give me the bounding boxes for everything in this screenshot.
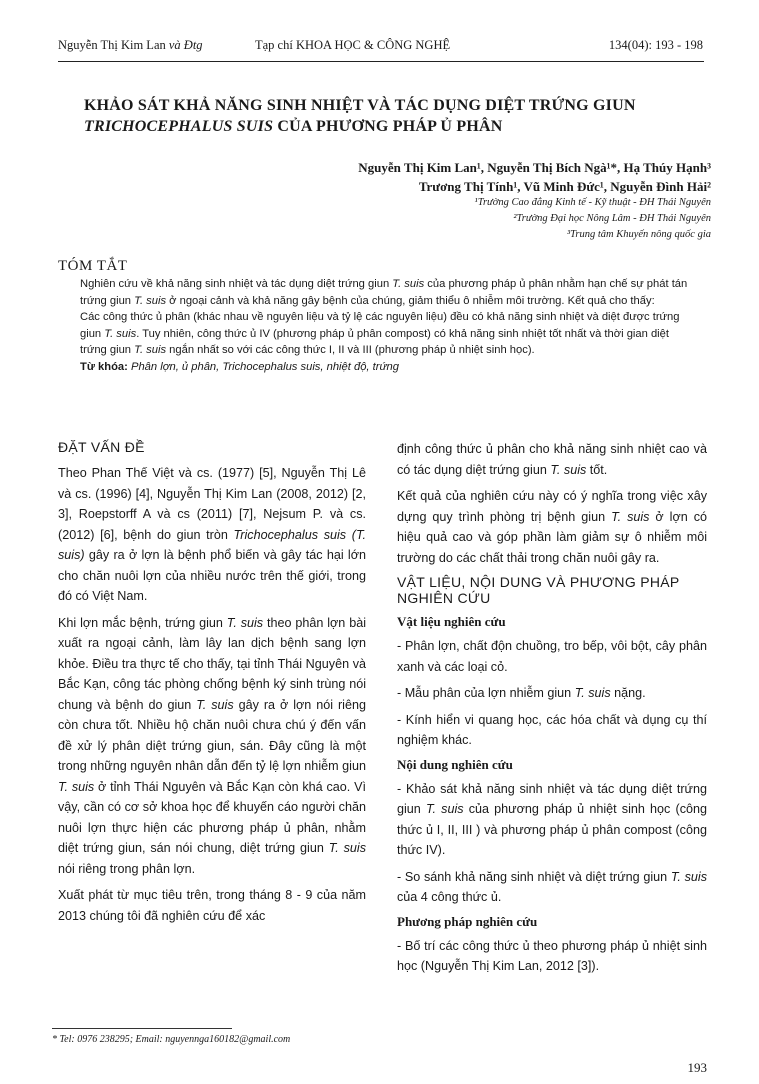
list-item: - Mẫu phân của lợn nhiễm giun T. suis nặng. xyxy=(397,686,646,700)
affiliations xyxy=(151,195,711,243)
title-line-1: KHẢO SÁT KHẢ NĂNG SINH NHIỆT VÀ TÁC DỤNG DIỆT TRỨNG GIUN xyxy=(84,97,636,114)
abstract-heading: TÓM TẮT xyxy=(58,258,128,274)
abstract xyxy=(80,276,690,375)
affiliation: ³Trung tâm Khuyến nông quốc gia xyxy=(566,229,711,240)
header-issue-pages: 134(04): 193 - 198 xyxy=(608,38,703,52)
left-column xyxy=(58,439,366,932)
section-heading-introduction: ĐẶT VẤN ĐỀ xyxy=(58,439,145,455)
abstract-paragraph: Các công thức ủ phân (khác nhau về nguyên liệu và tỷ lệ các nguyên liệu) đều có khả năng sinh nhiệt và diệt được trứng giun T. suis. Tuy nhiên, công thức ủ IV (phương pháp ủ phân compost) có khả năng sinh nhiệt tốt nhất và thời gian diệt trứng giun T. suis ngắn nhất so với các công thức I, II và III (phương pháp ủ nhiệt sinh học). xyxy=(80,311,680,356)
abstract-paragraph: Nghiên cứu về khả năng sinh nhiệt và tác dụng diệt trứng giun T. suis của phương pháp ủ phân nhằm hạn chế sự phát tán trứng giun T. suis ở ngoại cảnh và khả năng gây bệnh của chúng, giảm thiểu ô nhiễm môi trường. Kết quả cho thấy: xyxy=(80,278,688,307)
list-item: - Phân lợn, chất độn chuồng, tro bếp, vôi bột, cây phân xanh và các loại cỏ. xyxy=(397,639,707,674)
footnote: * Tel: 0976 238295; Email: nguyennga160182@gmail.com xyxy=(52,1034,291,1045)
header-rule xyxy=(58,61,704,62)
section-heading-methods: VẬT LIỆU, NỘI DUNG VÀ PHƯƠNG PHÁP NGHIÊN CỨU xyxy=(397,574,680,606)
article-title xyxy=(84,95,704,137)
body-paragraph: Kết quả của nghiên cứu này có ý nghĩa trong việc xây dựng quy trình phòng trị bệnh giun T. suis ở lợn có hiệu quả cao và góp phần làm giảm sự ô nhiễm môi trường do các chất thải trong chăn nuôi gây ra. xyxy=(397,489,707,565)
affiliation: ²Trường Đại học Nông Lâm - ĐH Thái Nguyên xyxy=(513,213,711,224)
title-line-2: TRICHOCEPHALUS SUIS CỦA PHƯƠNG PHÁP Ủ PHÂN xyxy=(84,118,503,135)
page-number: 193 xyxy=(687,1060,707,1075)
list-item: - Khảo sát khả năng sinh nhiệt và tác dụng diệt trứng giun T. suis của phương pháp ủ nhiệt sinh học (công thức ủ I, II, III ) và phương pháp ủ phân compost (công thức IV). xyxy=(397,781,708,857)
body-paragraph: Khi lợn mắc bệnh, trứng giun T. suis theo phân lợn bài xuất ra ngoại cảnh, làm lây lan dịch bệnh sang lợn khỏe. Điều tra thực tế cho thấy, tại tỉnh Thái Nguyên và Bắc Kạn, công tác phòng chống bệnh ký sinh trùng nói chung và bệnh do giun T. suis gây ra ở lợn nói riêng còn chưa tốt. Nhiều hộ chăn nuôi chưa chú ý đến vấn đề xử lý phân diệt trứng giun, sán. Đây cũng là một trong những nguyên nhân dẫn đến tỷ lệ lợn nhiễm giun T. suis ở tỉnh Thái Nguyên và Bắc Kạn còn khá cao. Vì vậy, cần có cơ sở khoa học để khuyến cáo người chăn nuôi lợn thực hiện các phương pháp ủ phân, nhằm diệt trứng giun, sán nói chung, diệt trứng giun T. suis nói riêng trong phân lợn. xyxy=(58,615,366,876)
header-authors: Nguyễn Thị Kim Lan và Đtg xyxy=(58,38,203,52)
subheading-content: Nội dung nghiên cứu xyxy=(397,756,513,772)
header-journal: Tạp chí KHOA HỌC & CÔNG NGHỆ xyxy=(255,38,451,52)
running-header xyxy=(58,38,703,58)
body-paragraph: Theo Phan Thế Việt và cs. (1977) [5], Nguyễn Thị Lê và cs. (1996) [4], Nguyễn Thị Kim Lan (2008, 2012) [2, 3], Roepstorff A và cs (2011) [7], Nejsum P. và cs. (2012) [6], bệnh do giun tròn Trichocephalus suis (T. suis) gây ra ở lợn là bệnh phổ biến và gây tác hại lớn cho chăn nuôi lợn của nhiều nước trên thế giới, trong đó có Việt Nam. xyxy=(58,466,367,603)
body-paragraph: định công thức ủ phân cho khả năng sinh nhiệt cao và có tác dụng diệt trứng giun T. suis tốt. xyxy=(397,442,707,477)
body-paragraph: Xuất phát từ mục tiêu trên, trong tháng 8 - 9 của năm 2013 chúng tôi đã nghiên cứu để xác xyxy=(58,888,366,923)
list-item: - So sánh khả năng sinh nhiệt và diệt trứng giun T. suis của 4 công thức ủ. xyxy=(397,869,707,904)
affiliation: ¹Trường Cao đẳng Kinh tế - Kỹ thuật - ĐH Thái Nguyên xyxy=(474,197,711,208)
subheading-materials: Vật liệu nghiên cứu xyxy=(397,614,506,629)
keywords: Từ khóa: Phân lợn, ủ phân, Trichocephalus suis, nhiệt độ, trứng xyxy=(80,360,400,373)
footnote-rule xyxy=(52,1028,232,1029)
list-item: - Kính hiển vi quang học, các hóa chất và dụng cụ thí nghiệm khác. xyxy=(397,712,707,747)
list-item: - Bố trí các công thức ủ theo phương pháp ủ nhiệt sinh học (Nguyễn Thị Kim Lan, 2012 [3]). xyxy=(397,938,707,973)
author-list: Nguyễn Thị Kim Lan¹, Nguyễn Thị Bích Ngà¹*, Hạ Thúy Hạnh³ Trương Thị Tính¹, Vũ Minh Đức¹, Nguyễn Đình Hải² xyxy=(358,160,711,194)
subheading-methods: Phương pháp nghiên cứu xyxy=(397,913,538,929)
right-column xyxy=(397,439,707,983)
